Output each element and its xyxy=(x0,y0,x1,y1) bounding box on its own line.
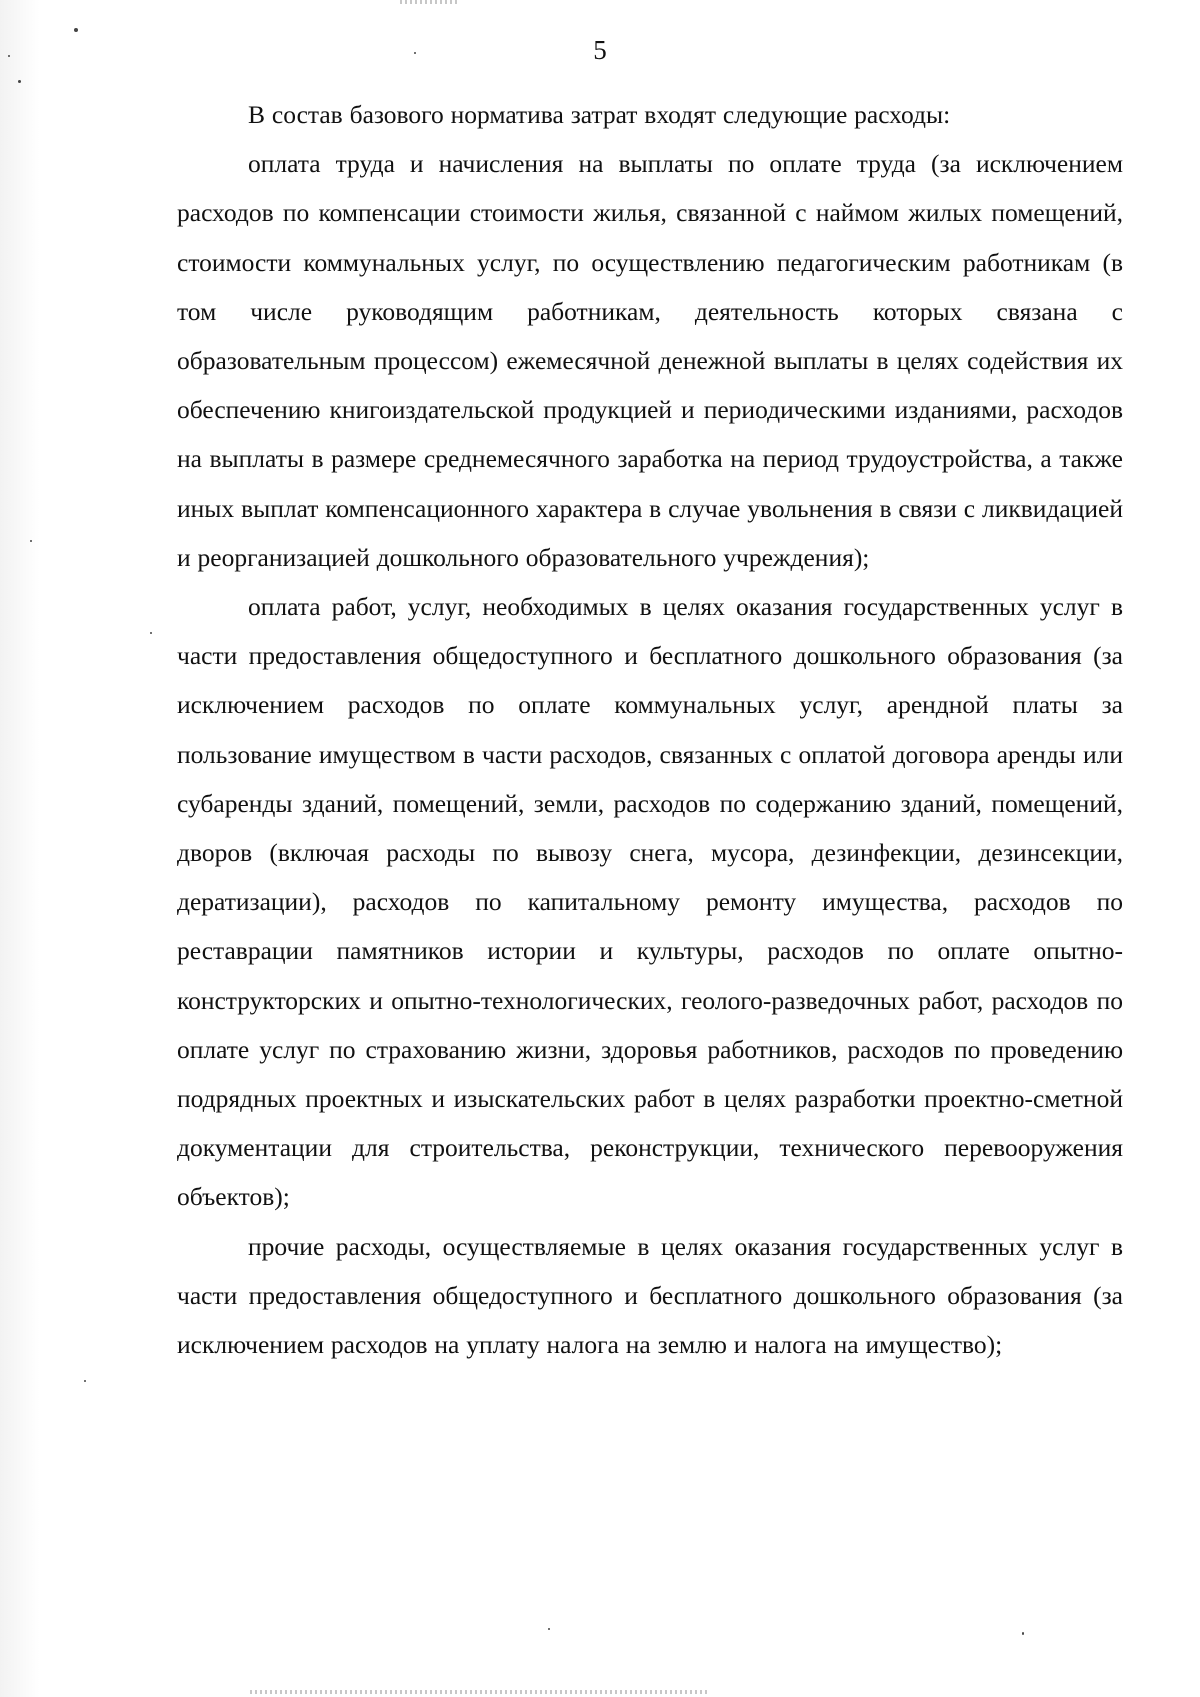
scan-speck xyxy=(150,632,152,634)
scan-speck xyxy=(84,1380,86,1382)
body-text xyxy=(177,90,1123,1369)
scan-speck xyxy=(18,80,21,83)
paragraph-other-expenses: прочие расходы, осуществляемые в целях оказания государственных услуг в части предоставления общедоступного и бесплатного дошкольного образования (за исключением расходов на уплату налога на землю и налога на имущество); xyxy=(177,1231,1123,1360)
paragraph-labor-costs: оплата труда и начисления на выплаты по оплате труда (за исключением расходов по компенсации стоимости жилья, связанной с наймом жилых помещений, стоимости коммунальных услуг, по осуществлению педагогическим работникам (в том числе руководящим работникам, деятельность которых связана с образовательным процессом) ежемесячной денежной выплаты в целях содействия их обеспечению книгоиздательской продукцией и периодическими изданиями, расходов на выплаты в размере среднемесячного заработка на период трудоустройства, а также иных выплат компенсационного характера в случае увольнения в связи с ликвидацией и реорганизацией дошкольного образовательного учреждения); xyxy=(177,149,1123,572)
scan-top-noise xyxy=(400,0,460,4)
scan-speck xyxy=(30,540,32,542)
paragraph-intro: В состав базового норматива затрат входят следующие расходы: xyxy=(248,100,951,129)
scan-edge-shadow xyxy=(0,0,40,1697)
scan-speck xyxy=(548,1628,550,1630)
scan-bottom-noise xyxy=(250,1690,710,1694)
page-number: 5 xyxy=(593,35,607,65)
paragraph-works-services: оплата работ, услуг, необходимых в целях оказания государственных услуг в части предоставления общедоступного и бесплатного дошкольного образования (за исключением расходов по оплате коммунальных услуг, арендной платы за пользование имуществом в части расходов, связанных с оплатой договора аренды или субаренды зданий, помещений, земли, расходов по содержанию зданий, помещений, дворов (включая расходы по вывозу снега, мусора, дезинфекции, дезинсекции, дератизации), расходов по капитальному ремонту имущества, расходов по реставрации памятников истории и культуры, расходов по оплате опытно-конструкторских и опытно-технологических, геолого-разведочных работ, расходов по оплате услуг по страхованию жизни, здоровья работников, расходов по проведению подрядных проектных и изыскательских работ в целях разработки проектно-сметной документации для строительства, реконструкции, технического перевооружения объектов); xyxy=(177,592,1123,1212)
scan-speck xyxy=(1022,1632,1024,1635)
